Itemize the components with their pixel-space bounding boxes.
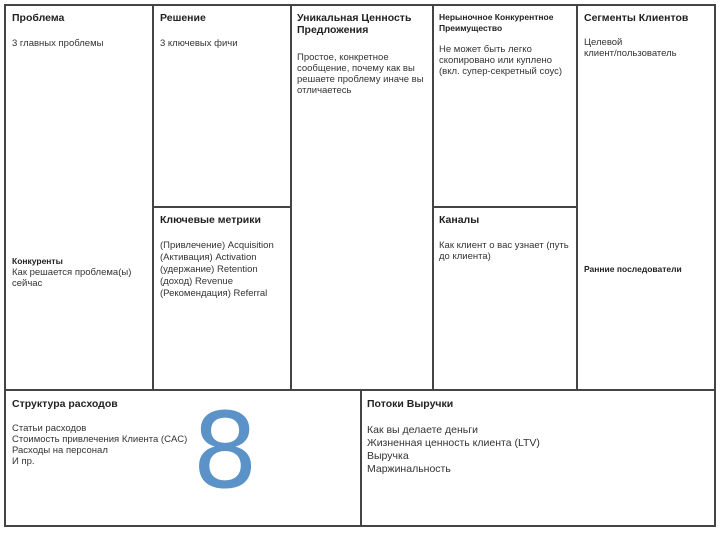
revenue-line: Маржинальность [367,463,451,475]
problem-cell [4,4,154,391]
channels-line: Как клиент о вас узнает (путь [439,240,569,251]
segments-text [584,37,677,59]
uvp-cell [290,4,434,391]
problem-title: Проблема [12,12,65,24]
cost-line: Расходы на персонал [12,445,108,456]
segments-line: клиент/пользователь [584,48,677,59]
metrics-title: Ключевые метрики [160,214,261,226]
uvp-title-line: Предложения [297,24,369,36]
alternatives-title: Конкуренты [12,256,63,266]
alternatives-text [12,267,131,289]
metrics-line: (Привлечение) Acquisition [160,240,274,251]
uvp-text [297,52,424,96]
channels-cell [432,206,578,391]
revenue-line: Выручка [367,450,409,462]
metrics-line: (Рекомендация) Referral [160,288,268,299]
uvp-line: сообщение, почему как вы [297,63,415,74]
slide-number: 8 [192,390,259,512]
cost-structure-title: Структура расходов [12,398,118,410]
cost-structure-cell [4,389,362,527]
channels-title: Каналы [439,214,480,226]
cost-line: Стоимость привлечения Клиента (CAC) [12,434,188,445]
alternatives-line: сейчас [12,278,43,289]
segments-cell [576,4,716,391]
unfair-advantage-text [439,44,562,77]
metrics-line: (Активация) Activation [160,252,257,263]
early-adopters-title: Ранние последователи [584,264,682,274]
uvp-line: Простое, конкретное [297,52,389,63]
channels-text [439,240,569,262]
problem-text: 3 главных проблемы [12,38,104,49]
unfair-advantage-title [439,12,553,34]
segments-line: Целевой [584,37,623,48]
alternatives-line: Как решается проблема(ы) [12,267,132,278]
uvp-line: отличаетесь [297,85,352,96]
revenue-streams-title: Потоки Выручки [367,398,454,410]
unfair-line: Не может быть легко [439,44,532,55]
revenue-line: Как вы делаете деньги [367,424,478,436]
uvp-line: решаете проблему иначе вы [297,74,424,85]
unfair-title-line: Преимущество [439,23,503,33]
revenue-streams-text [367,424,540,476]
segments-title: Сегменты Клиентов [584,12,689,24]
cost-structure-text [12,423,187,467]
uvp-title [297,12,411,36]
metrics-line: (удержание) Retention [160,264,258,275]
solution-cell [152,4,292,208]
unfair-line: скопировано или куплено [439,55,553,66]
unfair-advantage-cell [432,4,578,208]
channels-line: до клиента) [439,251,491,262]
revenue-streams-cell [360,389,716,527]
metrics-line: (доход) Revenue [160,276,233,287]
uvp-title-line: Уникальная Ценность [297,12,412,24]
solution-title: Решение [160,12,206,24]
cost-line: Статьи расходов [12,423,87,434]
unfair-title-line: Нерыночное Конкурентное [439,12,554,22]
solution-text: 3 ключевых фичи [160,38,238,49]
metrics-cell [152,206,292,391]
revenue-line: Жизненная ценность клиента (LTV) [367,437,540,449]
cost-line: И пр. [12,456,35,467]
metrics-text [160,240,274,300]
unfair-line: (вкл. супер-секретный соус) [439,66,563,77]
